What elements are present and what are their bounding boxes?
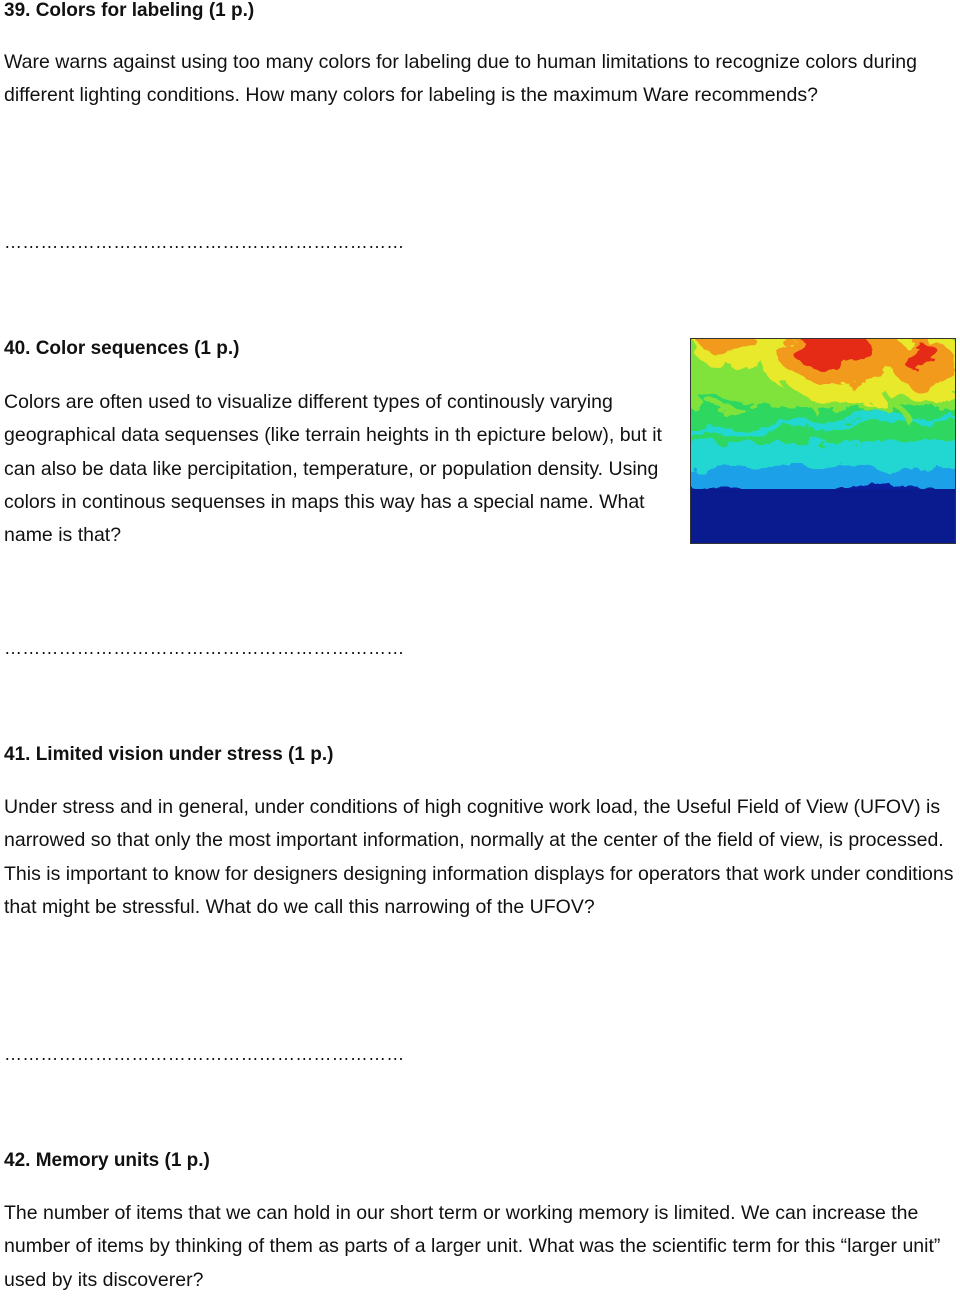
terrain-height-map-image [690,338,956,544]
question-39-title: 39. Colors for labeling (1 p.) [4,0,255,21]
question-42-text: The number of items that we can hold in our short term or working memory is limited. We can increase the number of items by thinking of them as parts of a larger unit. What was the scientific term for this “larger unit” used by its discoverer? [4,1202,941,1291]
question-39-text: Ware warns against using too many colors for labeling due to human limitations to recognize colors during different lighting conditions. How many colors for labeling is the maximum Ware recommends? [4,51,917,107]
question-39-answer-line: ………………………………………………………… [4,232,405,252]
question-41-text: Under stress and in general, under conditions of high cognitive work load, the Useful Field of View (UFOV) is narrowed so that only the most important information, normally at the center of the field of view, is processed. This is important to know for designers designing information displays for operators that work under conditions that might be stressful. What do we call this narrowing of the UFOV? [4,796,954,918]
question-42-title: 42. Memory units (1 p.) [4,1150,210,1171]
question-40-answer-line: ………………………………………………………… [4,638,405,658]
question-41-title: 41. Limited vision under stress (1 p.) [4,744,334,765]
question-40-text: Colors are often used to visualize different types of continously varying geographical data sequenses (like terrain heights in th epicture below), but it can also be data like percipitation, temperature, or population density. Using colors in continous sequenses in maps this way has a special name. What name is that? [4,391,662,547]
question-41-answer-line: ………………………………………………………… [4,1044,405,1064]
question-40-title: 40. Color sequences (1 p.) [4,338,240,359]
